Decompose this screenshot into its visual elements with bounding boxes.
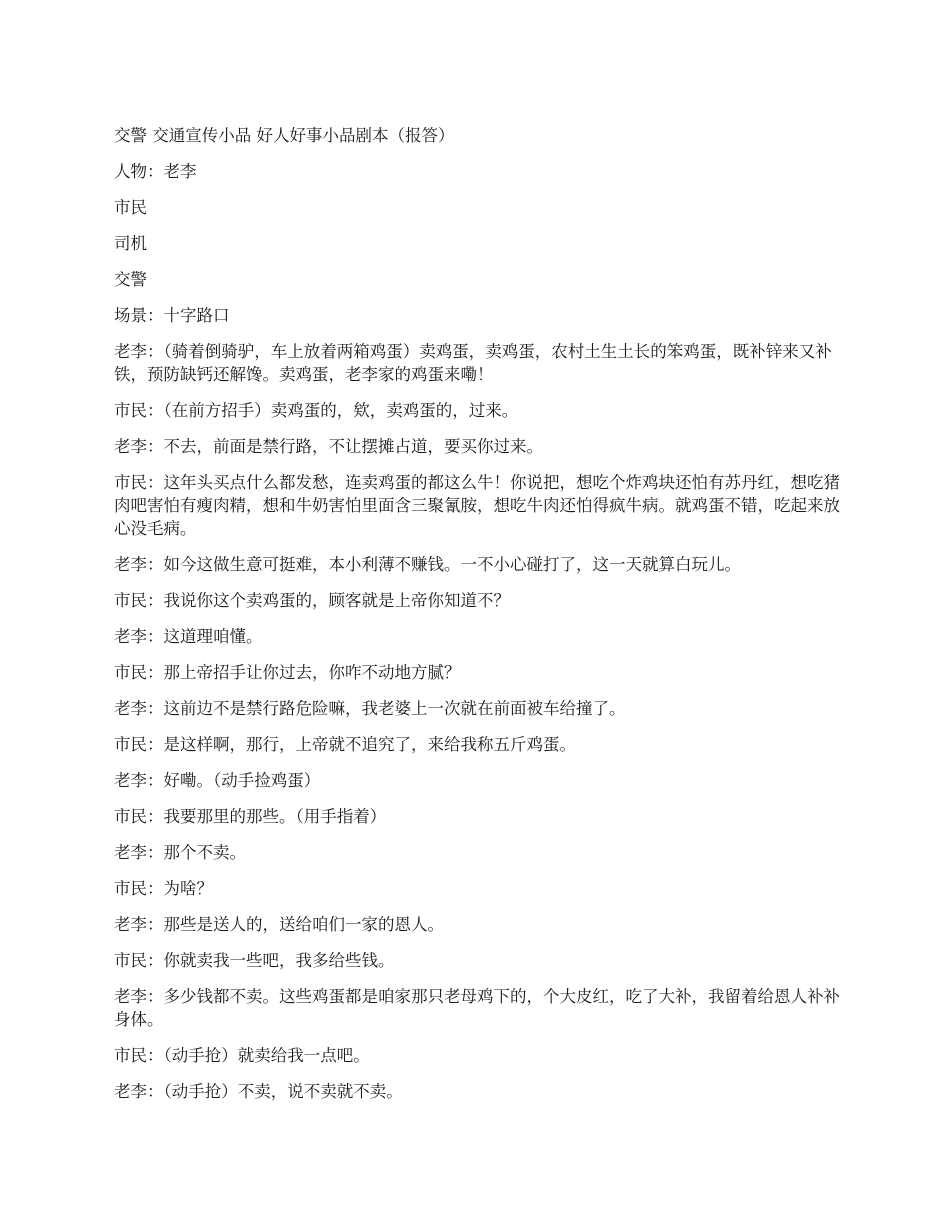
character-item: 司机 bbox=[114, 234, 147, 253]
dialogue-line: 市民：我要那里的那些。（用手指着） bbox=[114, 807, 387, 826]
dialogue-line: 市民：那上帝招手让你过去，你咋不动地方腻？ bbox=[114, 663, 461, 682]
dialogue-line: 老李：那个不卖。 bbox=[114, 843, 246, 862]
dialogue-line: 市民：你就卖我一些吧，我多给些钱。 bbox=[114, 951, 395, 970]
dialogue-line: 老李：多少钱都不卖。这些鸡蛋都是咱家那只老母鸡下的，个大皮红，吃了大补，我留着给恩人补补身体。 bbox=[114, 987, 840, 1029]
dialogue-line: 市民：（动手抢）就卖给我一点吧。 bbox=[114, 1046, 370, 1065]
dialogue-line: 老李：这道理咱懂。 bbox=[114, 627, 263, 646]
document-title: 交警 交通宣传小品 好人好事小品剧本（报答） bbox=[114, 126, 455, 145]
scene-line: 场景：十字路口 bbox=[114, 306, 230, 325]
dialogue-line: 老李：（动手抢）不卖，说不卖就不卖。 bbox=[114, 1082, 403, 1101]
dialogue-line: 老李：好嘞。（动手捡鸡蛋） bbox=[114, 771, 321, 790]
document-body bbox=[114, 124, 840, 1116]
dialogue-line: 老李：如今这做生意可挺难，本小利薄不赚钱。一不小心碰打了，这一天就算白玩儿。 bbox=[114, 555, 741, 574]
dialogue-line: 市民：（在前方招手）卖鸡蛋的，欸，卖鸡蛋的，过来。 bbox=[114, 401, 519, 420]
dialogue-line: 老李：这前边不是禁行路危险嘛，我老婆上一次就在前面被车给撞了。 bbox=[114, 699, 626, 718]
character-item: 市民 bbox=[114, 198, 147, 217]
dialogue-line: 老李：（骑着倒骑驴，车上放着两箱鸡蛋）卖鸡蛋，卖鸡蛋，农村土生土长的笨鸡蛋，既补锌来又补铁，预防缺钙还解馋。卖鸡蛋，老李家的鸡蛋来嘞！ bbox=[114, 342, 832, 384]
dialogue-line: 市民：为啥？ bbox=[114, 879, 213, 898]
dialogue-line: 市民：是这样啊，那行，上帝就不追究了，来给我称五斤鸡蛋。 bbox=[114, 735, 576, 754]
character-item: 交警 bbox=[114, 270, 147, 289]
characters-heading: 人物：老李 bbox=[114, 162, 197, 181]
dialogue-line: 老李：那些是送人的，送给咱们一家的恩人。 bbox=[114, 915, 444, 934]
dialogue-line: 老李：不去，前面是禁行路，不让摆摊占道，要买你过来。 bbox=[114, 437, 543, 456]
dialogue-line: 市民：我说你这个卖鸡蛋的，顾客就是上帝你知道不？ bbox=[114, 591, 510, 610]
dialogue-line: 市民：这年头买点什么都发愁，连卖鸡蛋的都这么牛！你说把，想吃个炸鸡块还怕有苏丹红，想吃猪肉吧害怕有瘦肉精，想和牛奶害怕里面含三聚氰胺，想吃牛肉还怕得疯牛病。就鸡蛋不错，吃起来放心没毛病。 bbox=[114, 473, 840, 538]
